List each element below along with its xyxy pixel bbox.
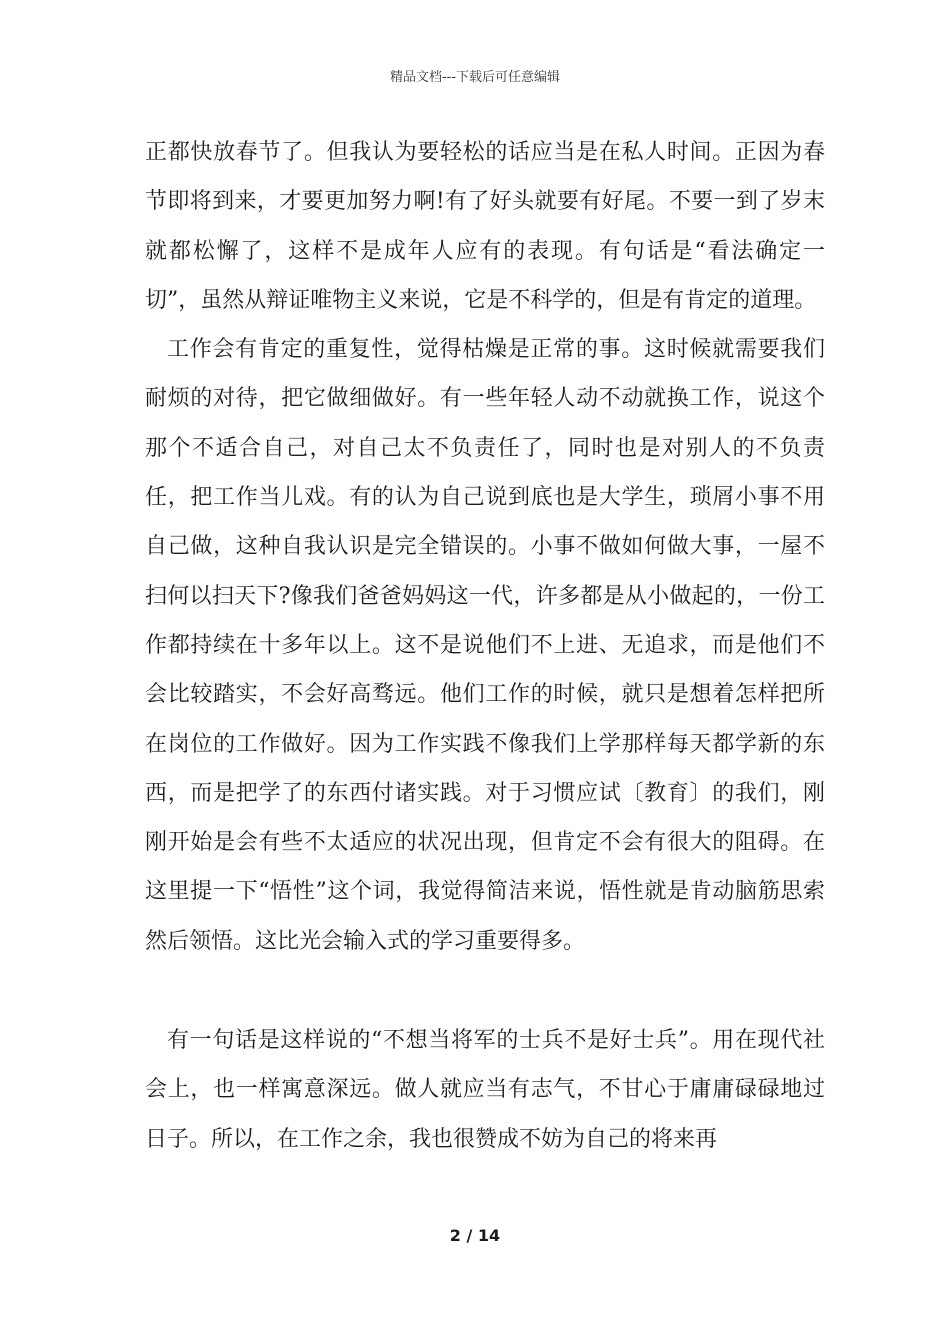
paragraph-2: 工作会有肯定的重复性，觉得枯燥是正常的事。这时候就需要我们耐烦的对待，把它做细做好。有一些年轻人动不动就换工作，说这个那个不适合自己，对自己太不负责任了，同时也是对别人的不负责任，把工作当儿戏。有的认为自己说到底也是大学生，琐屑小事不用自己做，这种自我认识是完全错误的。小事不做如何做大事，一屋不扫何以扫天下?像我们爸爸妈妈这一代，许多都是从小做起的，一份工作都持续在十多年以上。这不是说他们不上进、无追求，而是他们不会比较踏实，不会好高骛远。他们工作的时候，就只是想着怎样把所在岗位的工作做好。因为工作实践不像我们上学那样每天都学新的东西，而是把学了的东西付诸实践。对于习惯应试〔教育〕的我们，刚刚开始是会有些不太适应的状况出现，但肯定不会有很大的阻碍。在这里提一下“悟性”这个词，我觉得简洁来说，悟性就是肯动脑筋思索然后领悟。这比光会输入式的学习重要得多。 — [145, 337, 825, 954]
document-body — [145, 128, 825, 1164]
paragraph-1: 正都快放春节了。但我认为要轻松的话应当是在私人时间。正因为春节即将到来，才要更加努力啊!有了好头就要有好尾。不要一到了岁末就都松懈了，这样不是成年人应有的表现。有句话是“看法确定一切”，虽然从辩证唯物主义来说，它是不科学的，但是有肯定的道理。 — [145, 140, 825, 313]
page-number: 2 / 14 — [449, 1226, 501, 1245]
paragraph-3: 有一句话是这样说的“不想当将军的士兵不是好士兵”。用在现代社会上，也一样寓意深远。做人就应当有志气，不甘心于庸庸碌碌地过日子。所以，在工作之余，我也很赞成不妨为自己的将来再 — [145, 1028, 825, 1152]
page-header: 精品文档---下载后可任意编辑 — [389, 70, 561, 85]
